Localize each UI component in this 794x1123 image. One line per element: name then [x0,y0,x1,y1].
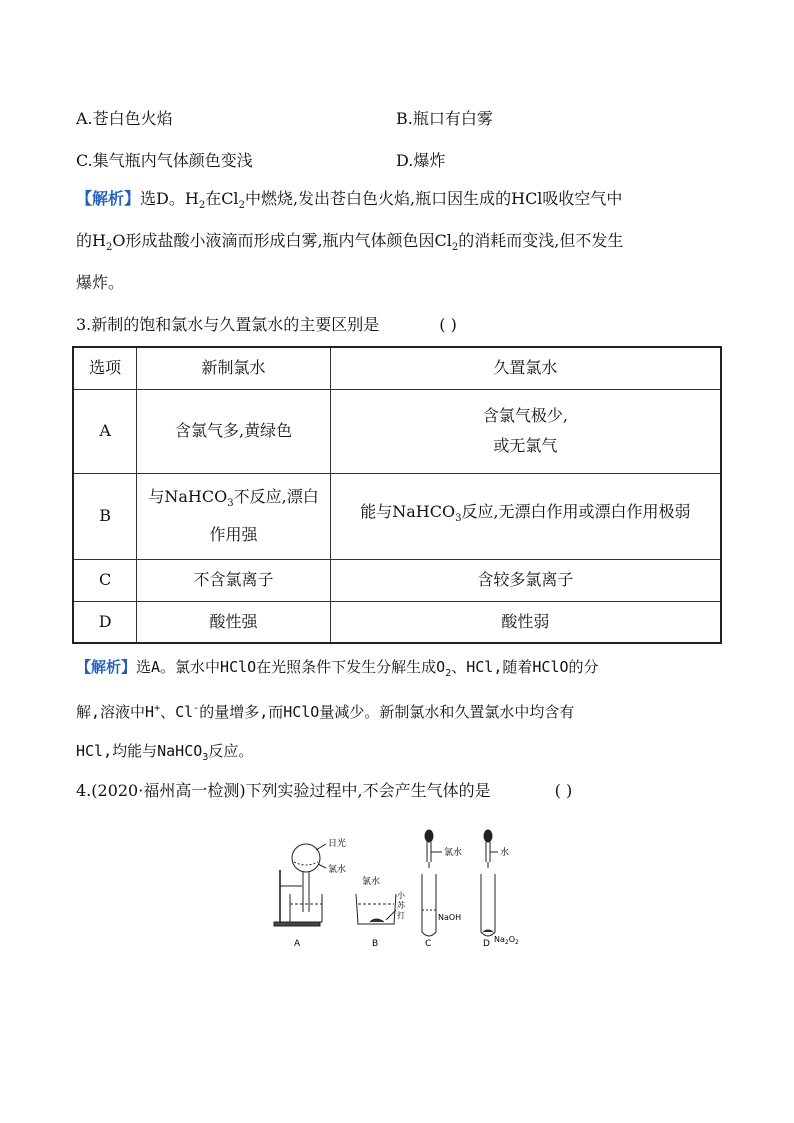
analysis-text: 、HCl,随着HClO的分 [451,658,599,676]
cell-text: 反应,无漂白作用或漂白作用极弱 [461,502,691,522]
label-water: 水 [500,848,510,858]
table-cell: 含较多氯离子 [330,559,721,601]
table-row [73,389,721,473]
table-cell: D [73,601,137,643]
subscript: 2 [238,200,245,212]
cell-text: 能与NaHCO [360,502,456,522]
caption-a: A [294,939,301,949]
answer-blank: ( ) [554,781,573,800]
superscript: + [154,703,161,714]
table-cell [330,473,721,559]
apparatus-b [356,894,396,924]
subscript: 2 [445,668,452,679]
analysis-q2-line2 [76,230,623,259]
analysis-text: 反应。 [208,742,254,760]
label-chlorine-water-a: 氯水 [328,865,347,875]
label-chlorine-water-c: 氯水 [444,848,463,858]
option-c: C.集气瓶内气体颜色变浅 [76,151,253,170]
label-baking-soda-2: 苏 [397,901,405,910]
cell-line: 或无氯气 [493,436,558,455]
table-row [73,559,721,601]
table-cell: C [73,559,137,601]
analysis-q3-line3 [76,740,253,769]
subscript: 3 [202,752,209,763]
question-4-stem [76,780,572,802]
label-naoh: NaOH [438,913,462,922]
table-row [73,601,721,643]
caption-d: D [483,939,490,949]
apparatus-a [274,844,326,926]
stand-base [274,922,320,926]
table-cell [330,389,721,473]
question-text: 3.新制的饱和氯水与久置氯水的主要区别是 [76,315,380,334]
analysis-text: 的H [76,231,106,250]
option-b: B.瓶口有白雾 [396,109,493,128]
comparison-table [72,346,722,644]
table-cell: 不含氯离子 [137,559,330,601]
analysis-text: 的消耗而变浅,但不发生 [458,231,624,250]
analysis-tag: 【解析】 [76,189,141,208]
analysis-text: O形成盐酸小液滴而形成白雾,瓶内气体颜色因Cl [112,231,452,250]
label-na2o2: $Na_2O_2$ [494,935,519,946]
table-header: 新制氯水 [137,347,330,389]
table-header: 久置氯水 [330,347,721,389]
caption-b: B [372,939,379,949]
table-header-row [73,347,721,389]
analysis-text: 中燃烧,发出苍白色火焰,瓶口因生成的HCl吸收空气中 [244,189,623,208]
table-cell: 酸性强 [137,601,330,643]
cell-text: 不反应,漂白 [233,487,319,507]
cell-line: 含氯气极少, [482,406,568,425]
subscript: 2 [451,242,459,254]
table-cell: 酸性弱 [330,601,721,643]
table-cell: A [73,389,137,473]
label-baking-soda-1: 小 [397,891,405,900]
round-flask [292,844,320,872]
analysis-text: HCl,均能与NaHCO [76,742,203,760]
apparatus-d [481,830,498,936]
table-row [73,473,721,559]
analysis-text: 解,溶液中H [76,703,155,721]
experiment-figure [266,820,536,960]
cell-line [138,482,328,519]
analysis-q2-line1 [76,188,622,217]
analysis-text: 选D。H [140,189,199,208]
question-3-stem [76,314,457,336]
analysis-q3-line1 [76,656,598,685]
label-chlorine-water-b: 氯水 [362,877,381,887]
subscript: 2 [198,200,206,212]
caption-c: C [425,939,432,949]
analysis-q2-line3: 爆炸。 [76,273,125,292]
label-baking-soda-3: 打 [397,911,405,920]
option-d: D.爆炸 [396,151,446,170]
subscript: 3 [455,513,462,525]
answer-blank: ( ) [439,315,457,334]
table-cell [137,473,330,559]
cell-line: 作用强 [209,524,258,544]
subscript: 3 [227,498,234,510]
cell-text: 与NaHCO [148,487,228,507]
table-cell: 含氯气多,黄绿色 [137,389,330,473]
table-header: 选项 [73,347,137,389]
analysis-tag: 【解析】 [76,658,137,676]
table-cell: B [73,473,137,559]
option-a: A.苍白色火焰 [76,109,173,128]
label-sunlight: 日光 [328,839,347,849]
analysis-q3-line2 [76,698,574,723]
question-text: 4.(2020·福州高一检测)下列实验过程中,不会产生气体的是 [76,781,491,800]
superscript: - [193,703,200,714]
analysis-text: 在Cl [205,189,239,208]
analysis-text: 、Cl [160,703,194,721]
analysis-text: 的量增多,而HClO量减少。新制氯水和久置氯水中均含有 [199,703,575,721]
analysis-text: 选A。氯水中HClO在光照条件下发生分解生成O [136,658,446,676]
subscript: 2 [105,242,113,254]
